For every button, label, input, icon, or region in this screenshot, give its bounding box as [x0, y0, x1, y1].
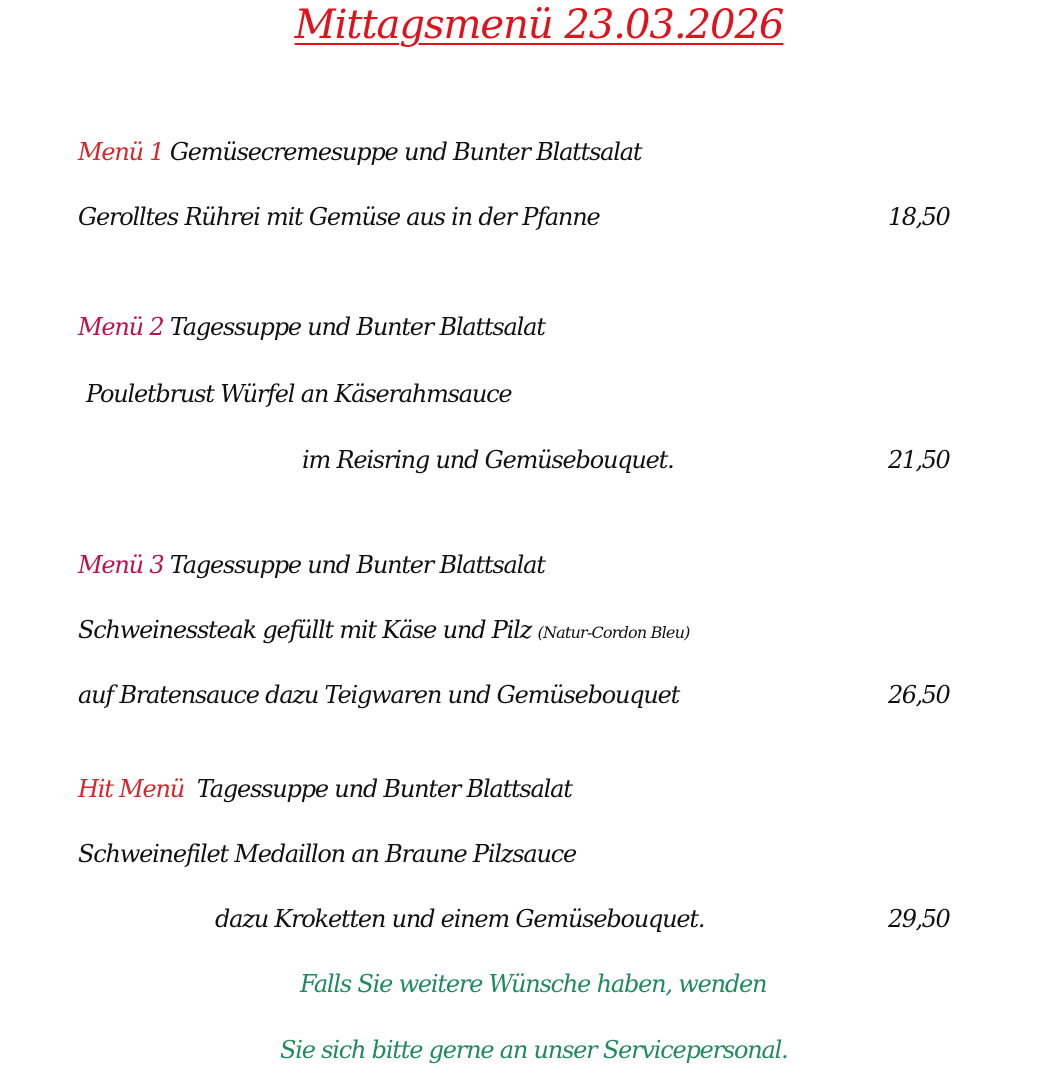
menu-3-starter: Tagessuppe und Bunter Blattsalat — [169, 551, 545, 579]
menu-2-price: 21,50 — [888, 446, 950, 474]
menu-3-label: Menü 3 — [78, 551, 164, 579]
hit-menu-main-line-1: Schweinefilet Medaillon an Braune Pilzsauce — [78, 840, 576, 868]
footer-note-line-1: Falls Sie weitere Wünsche haben, wenden — [300, 970, 767, 998]
menu-3-header — [78, 551, 545, 579]
menu-1-price: 18,50 — [888, 203, 950, 231]
menu-2-main-line-2: im Reisring und Gemüsebouquet. — [302, 446, 674, 474]
hit-menu-label: Hit Menü — [78, 775, 184, 803]
hit-menu-price: 29,50 — [888, 905, 950, 933]
menu-1-main-line-1: Gerolltes Rührei mit Gemüse aus in der Pfanne — [78, 203, 600, 231]
menu-2-label: Menü 2 — [78, 313, 164, 341]
menu-3-note: (Natur-Cordon Bleu) — [537, 623, 690, 642]
menu-1-starter: Gemüsecremesuppe und Bunter Blattsalat — [169, 138, 642, 166]
menu-3-main-text: Schweinessteak gefüllt mit Käse und Pilz — [78, 616, 532, 644]
footer-note-line-2: Sie sich bitte gerne an unser Servicepersonal. — [280, 1036, 788, 1064]
menu-1-header — [78, 138, 641, 166]
hit-menu-main-line-2: dazu Kroketten und einem Gemüsebouquet. — [215, 905, 705, 933]
hit-menu-starter: Tagessuppe und Bunter Blattsalat — [196, 775, 572, 803]
menu-1-label: Menü 1 — [78, 138, 164, 166]
menu-2-starter: Tagessuppe und Bunter Blattsalat — [169, 313, 545, 341]
menu-3-main-line-1 — [78, 616, 690, 644]
menu-3-price: 26,50 — [888, 681, 950, 709]
page-title: Mittagsmenü 23.03.2026 — [294, 2, 784, 48]
hit-menu-header — [78, 775, 572, 803]
menu-3-main-line-2: auf Bratensauce dazu Teigwaren und Gemüsebouquet — [78, 681, 680, 709]
menu-2-main-line-1: Pouletbrust Würfel an Käserahmsauce — [86, 380, 512, 408]
menu-2-header — [78, 313, 545, 341]
